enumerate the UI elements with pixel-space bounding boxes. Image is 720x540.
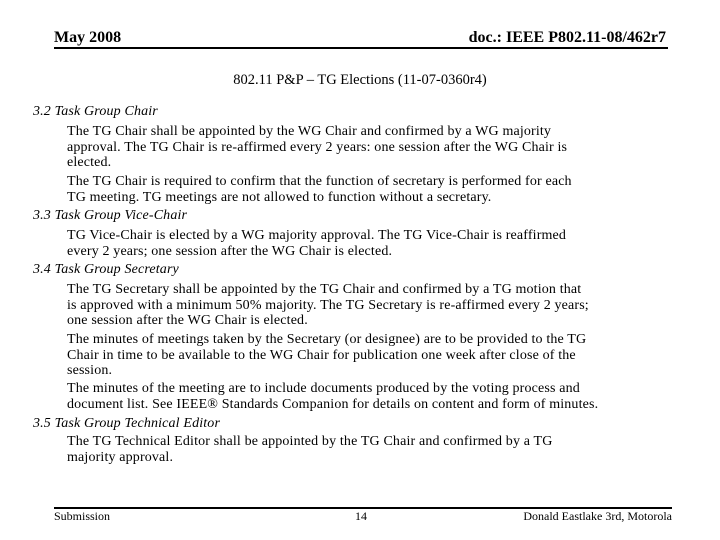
body-line: majority approval. bbox=[67, 450, 174, 465]
body-line: approval. The TG Chair is re-affirmed every 2 years: one session after the WG Chair is bbox=[67, 140, 568, 155]
section-heading: 3.5 Task Group Technical Editor bbox=[33, 416, 221, 431]
body-line: Chair in time to be available to the WG Chair for publication one week after close of the bbox=[67, 348, 576, 363]
body-line: TG meeting. TG meetings are not allowed to function without a secretary. bbox=[67, 190, 492, 205]
footer-submission: Submission bbox=[54, 509, 111, 523]
slide-title: 802.11 P&P – TG Elections (11-07-0360r4) bbox=[233, 72, 487, 88]
body-line: is approved with a minimum 50% majority. The TG Secretary is re-affirmed every 2 years; bbox=[67, 298, 589, 313]
body-line: one session after the WG Chair is elected. bbox=[67, 313, 308, 328]
body-line: The minutes of the meeting are to include documents produced by the voting process and bbox=[67, 381, 580, 396]
header-doc-id: doc.: IEEE P802.11-08/462r7 bbox=[468, 29, 666, 46]
body-line: TG Vice-Chair is elected by a WG majority approval. The TG Vice-Chair is reaffirmed bbox=[67, 228, 567, 243]
body-line: The TG Chair shall be appointed by the WG Chair and confirmed by a WG majority bbox=[67, 124, 552, 139]
footer-author: Donald Eastlake 3rd, Motorola bbox=[523, 509, 672, 523]
body-line: document list. See IEEE® Standards Companion for details on content and form of minutes. bbox=[67, 397, 599, 412]
header-rule bbox=[54, 47, 668, 49]
body-line: The minutes of meetings taken by the Secretary (or designee) are to be provided to the TG bbox=[67, 332, 587, 347]
section-heading: 3.4 Task Group Secretary bbox=[33, 262, 179, 277]
body-line: The TG Secretary shall be appointed by the TG Chair and confirmed by a TG motion that bbox=[67, 282, 582, 297]
footer-page-number: 14 bbox=[355, 509, 367, 523]
body-line: elected. bbox=[67, 155, 112, 170]
header-date: May 2008 bbox=[54, 29, 122, 46]
section-heading: 3.2 Task Group Chair bbox=[33, 104, 158, 119]
body-line: session. bbox=[67, 363, 113, 378]
section-heading: 3.3 Task Group Vice-Chair bbox=[33, 208, 188, 223]
body-line: The TG Technical Editor shall be appointed by the TG Chair and confirmed by a TG bbox=[67, 434, 553, 449]
body-line: every 2 years; one session after the WG Chair is elected. bbox=[67, 244, 393, 259]
body-line: The TG Chair is required to confirm that the function of secretary is performed for each bbox=[67, 174, 572, 189]
